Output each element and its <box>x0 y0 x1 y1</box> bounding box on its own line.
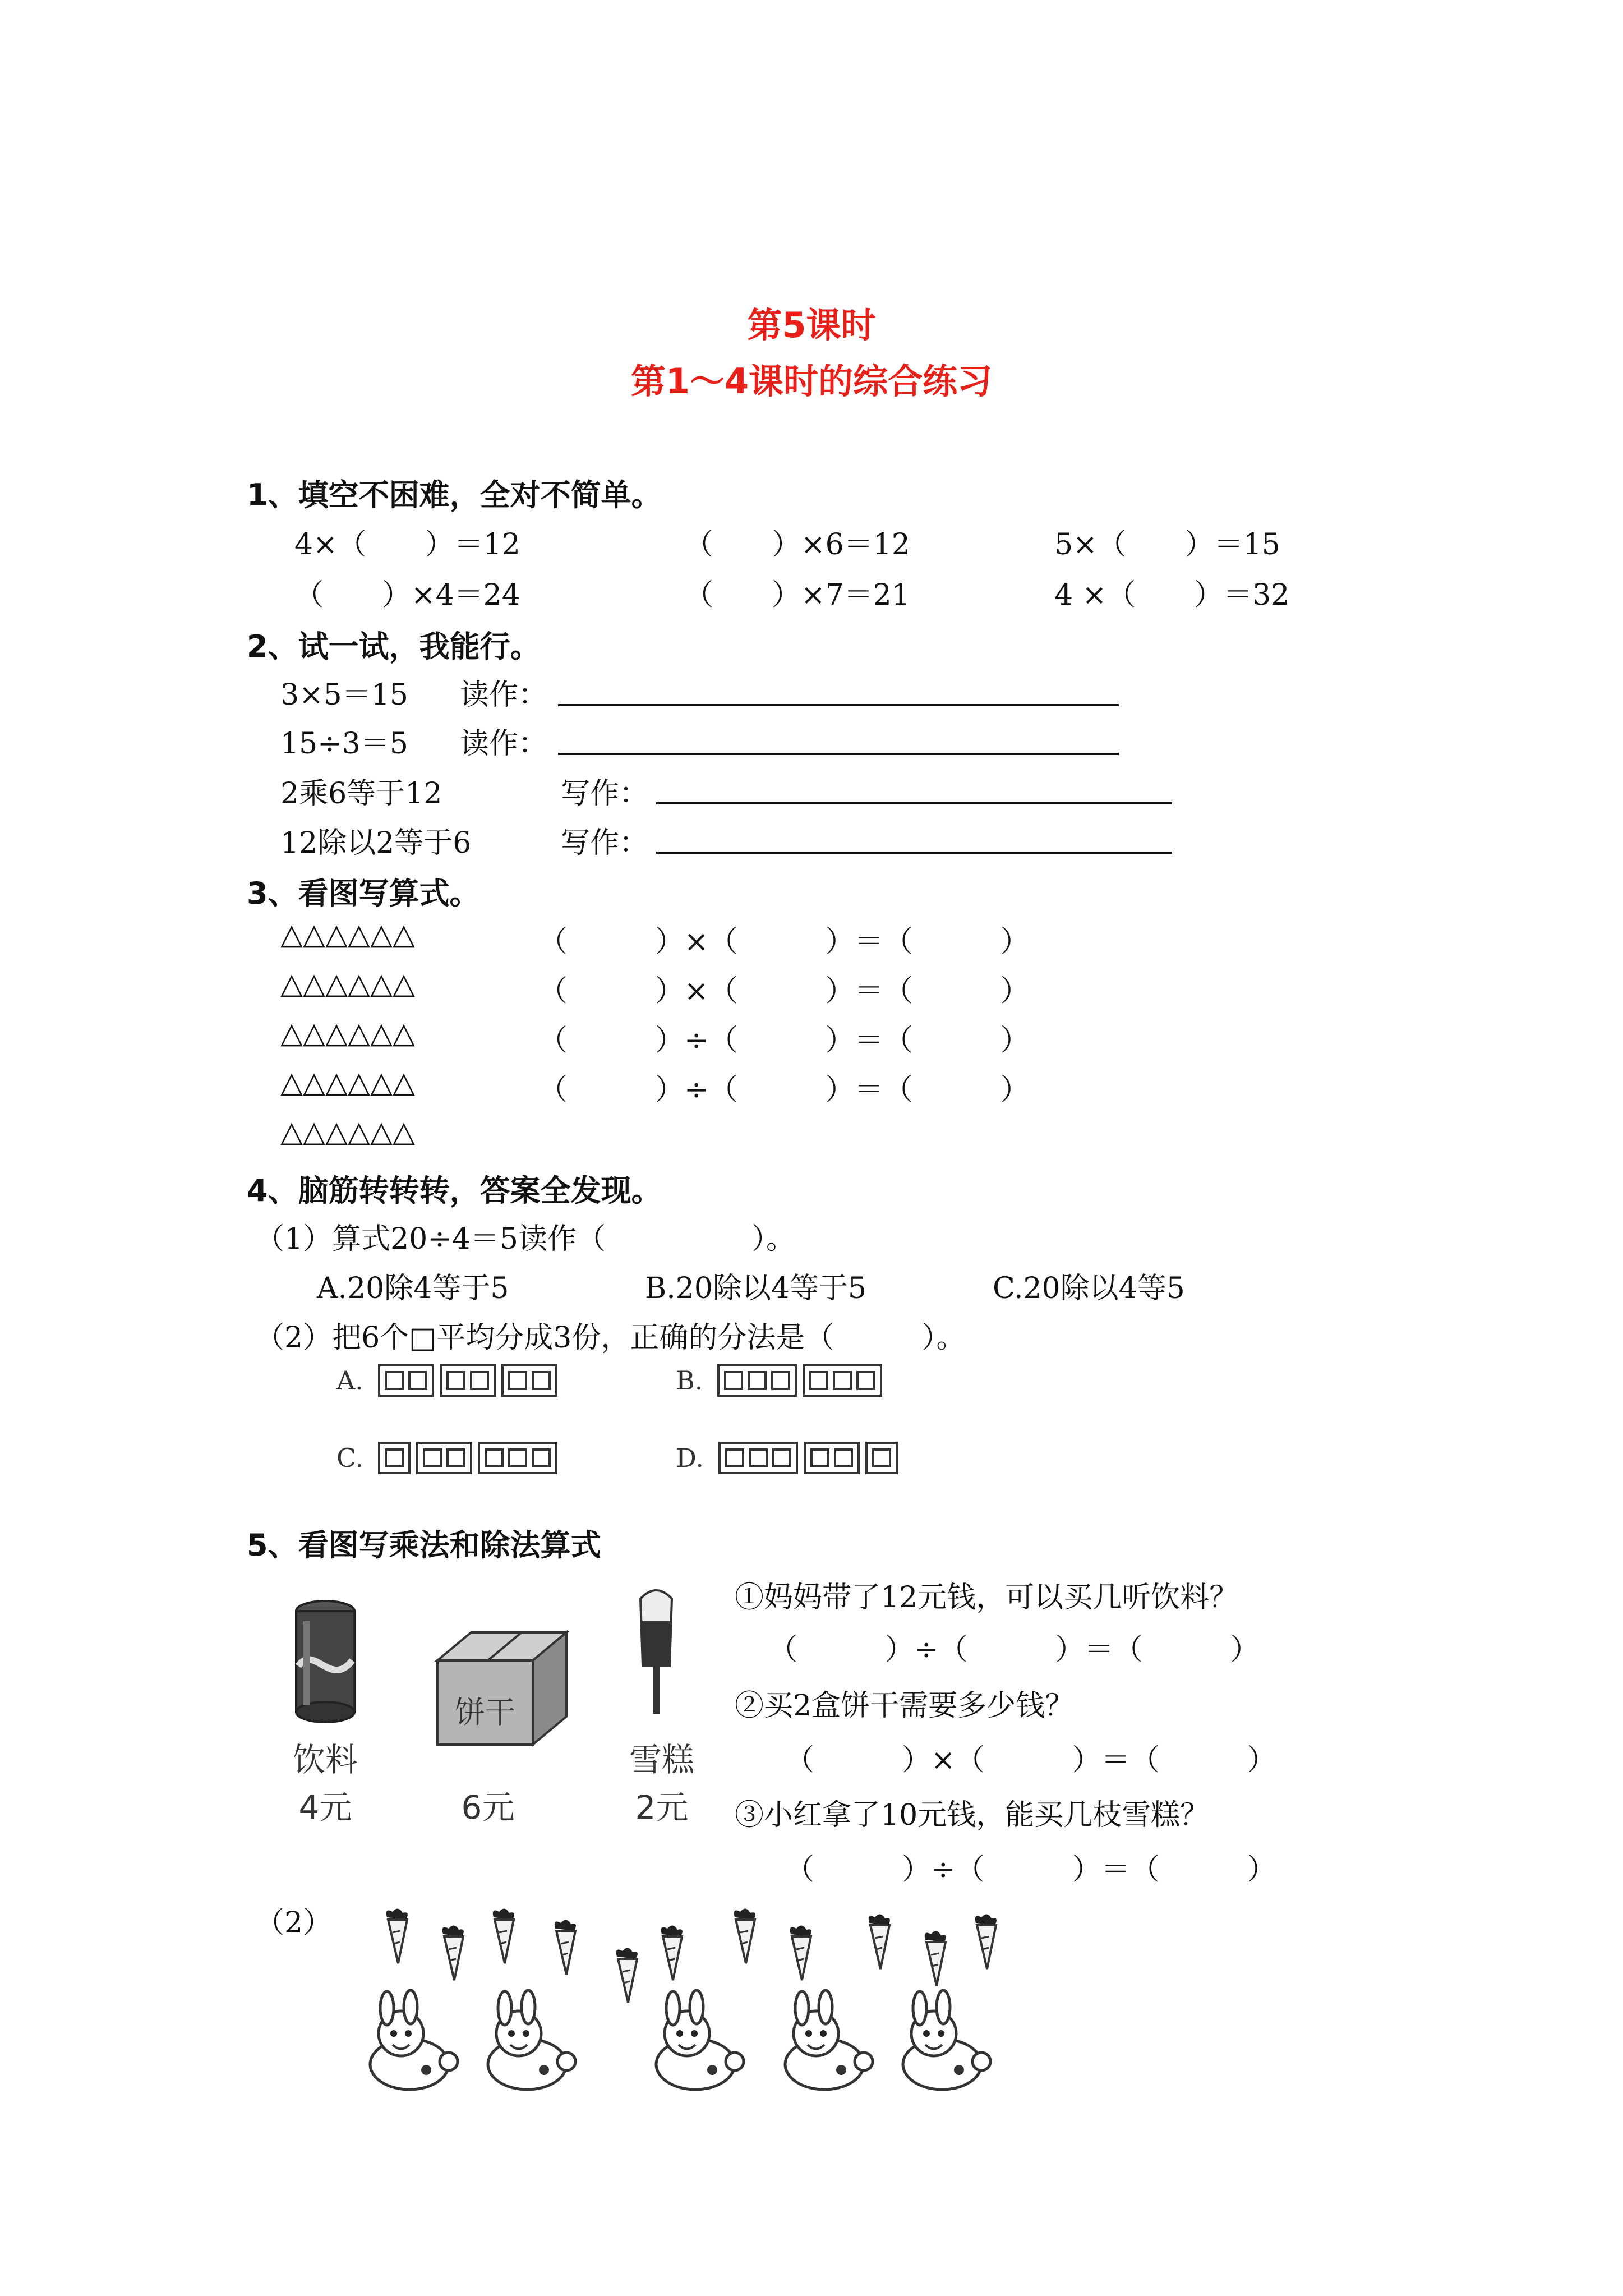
small-square-icon <box>385 1371 404 1390</box>
q4-sub2[interactable]: （2）把6个□平均分成3份，正确的分法是（ ）。 <box>255 1321 966 1355</box>
biscuit-name: 饼干 <box>455 1695 515 1730</box>
q4-option-c[interactable]: C.20除以4等5 <box>993 1272 1185 1305</box>
q5-sub2-label: （2） <box>255 1906 333 1940</box>
q3-formula-1[interactable]: （ ）×（ ）＝（ ） <box>538 925 1030 959</box>
small-square-icon <box>508 1371 527 1390</box>
small-square-icon <box>834 1448 853 1467</box>
q3-formula-3[interactable]: （ ）÷（ ）＝（ ） <box>538 1024 1030 1057</box>
box-option-label: A. <box>336 1365 363 1396</box>
q1-r1-c1[interactable]: 4×（ ）＝12 <box>294 528 520 562</box>
box-option-label: C. <box>336 1443 364 1473</box>
q3-triangles-3: △△△△△△ <box>280 1016 415 1050</box>
q2-label-1: 读作： <box>460 678 548 712</box>
q1-r2-c1[interactable]: （ ）×4＝24 <box>294 578 520 612</box>
small-square-icon <box>872 1448 891 1467</box>
q5-formula-1[interactable]: （ ）÷（ ）＝（ ） <box>768 1633 1260 1667</box>
q3-triangles-5: △△△△△△ <box>280 1115 415 1149</box>
small-square-icon <box>446 1371 465 1390</box>
small-square-icon <box>408 1371 427 1390</box>
box-option-b[interactable] <box>676 1364 888 1397</box>
box-group <box>378 1364 434 1397</box>
q2-expr-2: 15÷3＝5 <box>280 727 408 761</box>
q5-heading: 5、看图写乘法和除法算式 <box>247 1527 601 1563</box>
q5-question-2: ②买2盒饼干需要多少钱？ <box>735 1689 1075 1723</box>
carrot-icon <box>925 1931 946 1986</box>
q2-expr-4: 12除以2等于6 <box>280 826 472 860</box>
rabbit-icon <box>656 1990 744 2090</box>
small-square-icon <box>532 1371 551 1390</box>
q2-answer-line-1[interactable] <box>558 704 1119 706</box>
q3-formula-4[interactable]: （ ）÷（ ）＝（ ） <box>538 1073 1030 1107</box>
drink-can-icon <box>292 1599 359 1728</box>
rabbit-icon <box>488 1990 575 2090</box>
q3-triangles-4: △△△△△△ <box>280 1066 415 1099</box>
box-group <box>378 1442 411 1474</box>
q5-formula-2[interactable]: （ ）×（ ）＝（ ） <box>785 1743 1276 1777</box>
box-group <box>478 1442 557 1474</box>
carrots-rabbits-illustration <box>359 1890 1032 2115</box>
box-group <box>717 1364 797 1397</box>
drink-price: 4元 <box>298 1788 352 1826</box>
box-group <box>440 1364 496 1397</box>
box-group <box>865 1442 898 1474</box>
popsicle-icon <box>634 1582 679 1717</box>
q1-r1-c2[interactable]: （ ）×6＝12 <box>684 528 910 562</box>
small-square-icon <box>385 1448 404 1467</box>
q1-heading: 1、填空不困难，全对不简单。 <box>247 477 662 513</box>
small-square-icon <box>809 1371 828 1390</box>
small-square-icon <box>856 1371 875 1390</box>
box-option-c[interactable] <box>336 1442 563 1474</box>
popsicle-price: 2元 <box>635 1788 689 1826</box>
box-group <box>501 1364 557 1397</box>
small-square-icon <box>470 1371 489 1390</box>
q3-triangles-2: △△△△△△ <box>280 967 415 1001</box>
q3-triangles-1: △△△△△△ <box>280 918 415 951</box>
q2-label-2: 读作： <box>460 727 548 761</box>
q2-label-4: 写作： <box>561 826 649 860</box>
q2-expr-3: 2乘6等于12 <box>280 777 442 811</box>
box-option-a[interactable] <box>336 1364 563 1397</box>
small-square-icon <box>446 1448 465 1467</box>
q4-option-a[interactable]: A.20除4等于5 <box>317 1272 509 1305</box>
carrot-icon <box>661 1925 683 1980</box>
q2-expr-1: 3×5＝15 <box>280 678 408 712</box>
box-group <box>803 1364 882 1397</box>
small-square-icon <box>810 1448 829 1467</box>
popsicle-name: 雪糕 <box>629 1741 694 1779</box>
small-square-icon <box>532 1448 551 1467</box>
box-option-label: B. <box>676 1365 703 1396</box>
q2-answer-line-3[interactable] <box>656 802 1172 804</box>
q2-heading: 2、试一试，我能行。 <box>247 629 541 664</box>
q5-question-1: ①妈妈带了12元钱，可以买几听饮料？ <box>735 1581 1239 1614</box>
carrot-icon <box>386 1908 408 1963</box>
small-square-icon <box>724 1371 743 1390</box>
carrot-icon <box>975 1914 997 1969</box>
box-group <box>416 1442 472 1474</box>
q5-question-3: ③小红拿了10元钱，能买几枝雪糕？ <box>735 1798 1210 1832</box>
small-square-icon <box>725 1448 744 1467</box>
q2-answer-line-4[interactable] <box>656 852 1172 854</box>
q4-sub1[interactable]: （1）算式20÷4＝5读作（ ）。 <box>255 1222 795 1256</box>
carrot-icon <box>734 1908 755 1963</box>
page-title: 第5课时 <box>747 305 876 346</box>
q1-r1-c3[interactable]: 5×（ ）＝15 <box>1054 528 1280 562</box>
page-subtitle: 第1～4课时的综合练习 <box>630 361 993 402</box>
rabbit-icon <box>903 1990 990 2090</box>
small-square-icon <box>423 1448 442 1467</box>
carrot-icon <box>442 1925 464 1980</box>
q2-label-3: 写作： <box>561 777 649 811</box>
q4-heading: 4、脑筋转转转，答案全发现。 <box>247 1173 662 1208</box>
small-square-icon <box>772 1448 791 1467</box>
rabbit-icon <box>785 1990 873 2090</box>
carrot-icon <box>869 1914 890 1969</box>
q3-formula-2[interactable]: （ ）×（ ）＝（ ） <box>538 974 1030 1008</box>
box-group <box>718 1442 798 1474</box>
drink-name: 饮料 <box>292 1741 358 1779</box>
rabbit-icon <box>370 1990 458 2090</box>
small-square-icon <box>749 1448 768 1467</box>
q5-formula-3[interactable]: （ ）÷（ ）＝（ ） <box>785 1853 1276 1887</box>
box-group <box>804 1442 860 1474</box>
small-square-icon <box>485 1448 504 1467</box>
small-square-icon <box>771 1371 790 1390</box>
q4-option-b[interactable]: B.20除以4等于5 <box>645 1272 867 1305</box>
q3-heading: 3、看图写算式。 <box>247 876 480 911</box>
carrot-icon <box>790 1925 811 1980</box>
biscuit-price: 6元 <box>461 1788 515 1826</box>
q1-r2-c2[interactable]: （ ）×7＝21 <box>684 578 910 612</box>
q2-answer-line-2[interactable] <box>558 753 1119 755</box>
small-square-icon <box>508 1448 527 1467</box>
q1-r2-c3[interactable]: 4 ×（ ）＝32 <box>1054 578 1290 612</box>
carrot-icon <box>555 1920 576 1975</box>
small-square-icon <box>748 1371 767 1390</box>
small-square-icon <box>833 1371 852 1390</box>
carrot-icon <box>616 1948 638 2003</box>
carrot-icon <box>493 1908 514 1963</box>
box-option-d[interactable] <box>676 1442 903 1474</box>
box-option-label: D. <box>676 1443 704 1473</box>
